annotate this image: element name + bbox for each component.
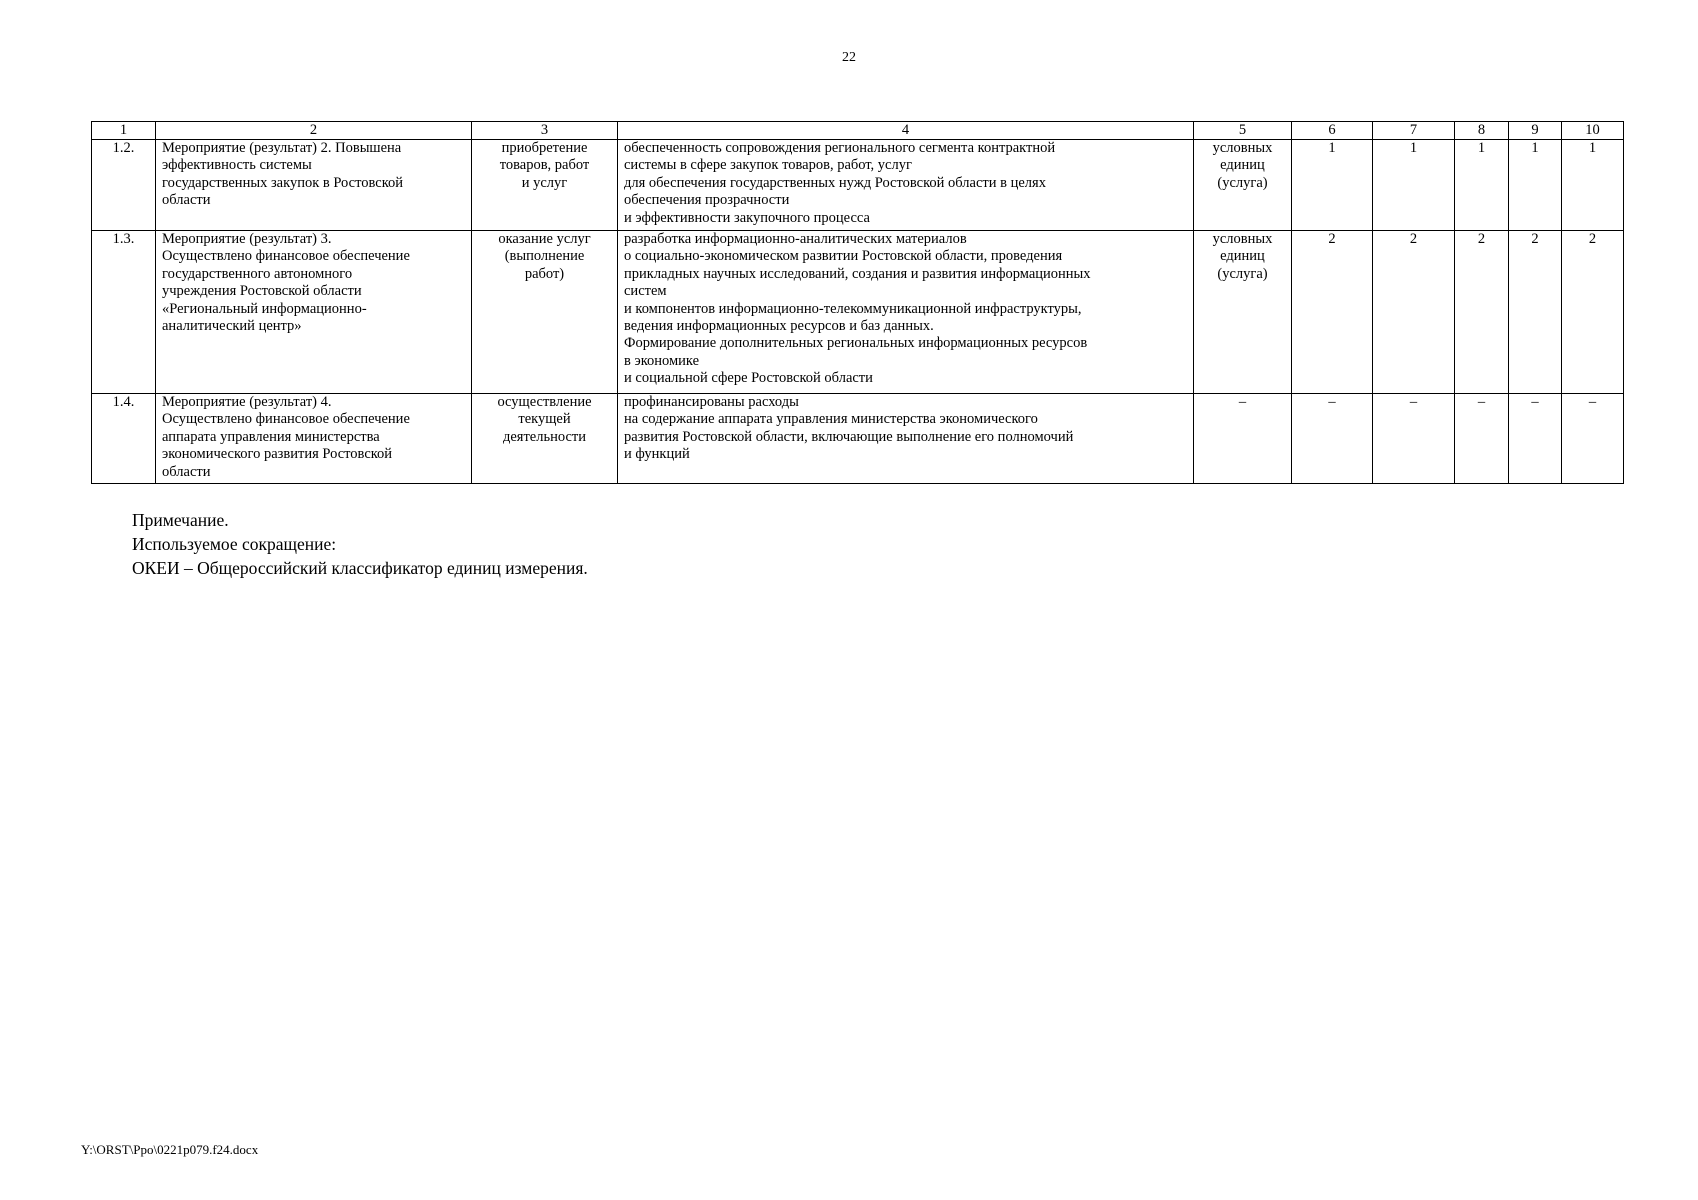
row-number: 1.2.	[92, 140, 156, 231]
header-cell: 5	[1194, 122, 1292, 140]
footer-file-path: Y:\ORST\Ppo\0221p079.f24.docx	[81, 1142, 259, 1157]
header-cell: 4	[618, 122, 1194, 140]
activity-name: Мероприятие (результат) 3. Осуществлено финансовое обеспечение государственного автономного учреждения Ростовской области «Региональный информационно- аналитический центр»	[156, 231, 472, 394]
activity-type: приобретение товаров, работ и услуг	[472, 140, 618, 231]
value-cell: 1	[1562, 140, 1624, 231]
note-title: Примечание.	[132, 510, 229, 530]
row-number: 1.3.	[92, 231, 156, 394]
value-cell: –	[1292, 394, 1373, 484]
header-cell: 9	[1509, 122, 1562, 140]
header-cell: 8	[1455, 122, 1509, 140]
activity-name: Мероприятие (результат) 4. Осуществлено финансовое обеспечение аппарата управления министерства экономического развития Ростовской области	[156, 394, 472, 484]
header-cell: 10	[1562, 122, 1624, 140]
activity-type: оказание услуг (выполнение работ)	[472, 231, 618, 394]
value-cell: 2	[1562, 231, 1624, 394]
activity-type: осуществление текущей деятельности	[472, 394, 618, 484]
activity-description: обеспеченность сопровождения регионального сегмента контрактной системы в сфере закупок товаров, работ, услуг для обеспечения государственных нужд Ростовской области в целях обеспечения прозрачности и эффективности закупочного процесса	[618, 140, 1194, 231]
value-cell: 2	[1373, 231, 1455, 394]
table-row	[92, 231, 1624, 394]
value-cell: –	[1373, 394, 1455, 484]
activity-description: разработка информационно-аналитических материалов о социально-экономическом развитии Ростовской области, проведения прикладных научных исследований, создания и развития информационных систем и компонентов информационно-телекоммуникационной инфраструктуры, ведения информационных ресурсов и баз данных. Формирование дополнительных региональных информационных ресурсов в экономике и социальной сфере Ростовской области	[618, 231, 1194, 394]
value-cell: –	[1455, 394, 1509, 484]
activity-name: Мероприятие (результат) 2. Повышена эффективность системы государственных закупок в Ростовской области	[156, 140, 472, 231]
value-cell: 2	[1455, 231, 1509, 394]
row-number: 1.4.	[92, 394, 156, 484]
table-header-row	[92, 122, 1624, 140]
unit-of-measure: условных единиц (услуга)	[1194, 140, 1292, 231]
activity-description: профинансированы расходы на содержание аппарата управления министерства экономического развития Ростовской области, включающие выполнение его полномочий и функций	[618, 394, 1194, 484]
header-cell: 3	[472, 122, 618, 140]
value-cell: 2	[1509, 231, 1562, 394]
value-cell: 1	[1292, 140, 1373, 231]
page-number: 22	[842, 50, 856, 65]
unit-of-measure: –	[1194, 394, 1292, 484]
value-cell: 1	[1509, 140, 1562, 231]
note-abbreviation: ОКЕИ – Общероссийский классификатор единиц измерения.	[132, 558, 588, 578]
header-cell: 7	[1373, 122, 1455, 140]
table-row	[92, 394, 1624, 484]
header-cell: 6	[1292, 122, 1373, 140]
note-subtitle: Используемое сокращение:	[132, 534, 337, 554]
value-cell: 2	[1292, 231, 1373, 394]
indicators-table	[91, 121, 1624, 484]
note-block	[132, 508, 588, 580]
header-cell: 2	[156, 122, 472, 140]
table-row	[92, 140, 1624, 231]
unit-of-measure: условных единиц (услуга)	[1194, 231, 1292, 394]
header-cell: 1	[92, 122, 156, 140]
value-cell: 1	[1455, 140, 1509, 231]
value-cell: –	[1509, 394, 1562, 484]
value-cell: –	[1562, 394, 1624, 484]
value-cell: 1	[1373, 140, 1455, 231]
